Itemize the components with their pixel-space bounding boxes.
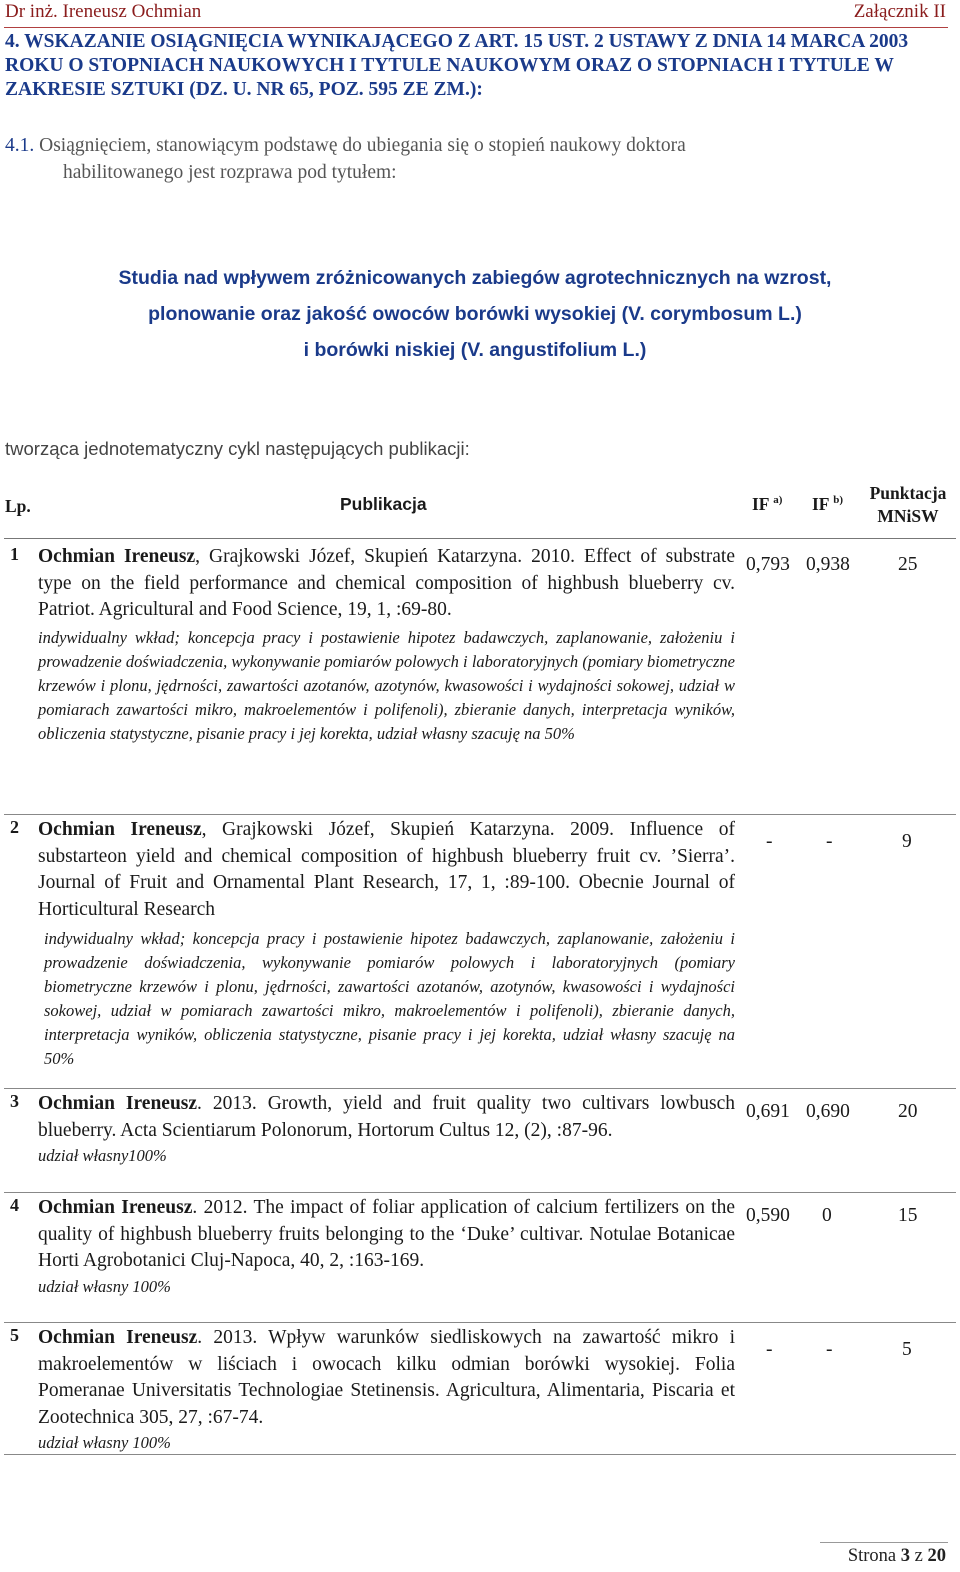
- row-if-a: -: [766, 1339, 773, 1360]
- row-citation: , Grajkowski Józef, Skupień Katarzyna. 2009. Influence of substarteon yield and chemical composition of highbush blueberry fruit cv. ’Sierra’. Journal of Fruit and Ornamental Plant Research, 17, 1, :89-100. Obecnie Journal of Horticultural Research: [38, 819, 736, 920]
- thesis-title: [30, 260, 920, 368]
- row-citation: . 2013. Growth, yield and fruit quality two cultivars lowbusch blueberry. Acta Scientiarum Polonorum, Hortorum Cultus 12, (2), :87-96.: [38, 1093, 735, 1141]
- section-title: 4. WSKAZANIE OSIĄGNIĘCIA WYNIKAJĄCEGO Z ART. 15 UST. 2 USTAWY Z DNIA 14 MARCA 2003 ROKU O STOPNIACH NAUKOWYCH I TYTULE NAUKOWYM ORAZ O STOPNIACH I TYTULE W ZAKRESIE SZTUKI (DZ. U. NR 65, POZ. 595 ZE ZM.):: [5, 31, 909, 100]
- row-contribution: [38, 1275, 735, 1299]
- row-lp: 2: [10, 817, 19, 837]
- page-total: 20: [927, 1546, 946, 1566]
- row-if-b: -: [826, 831, 833, 852]
- intro-line-2: habilitowanego jest rozprawa pod tytułem:: [63, 162, 397, 183]
- header-attachment: Załącznik II: [853, 1, 946, 22]
- row-citation: . 2013. Wpływ warunków siedliskowych na zawartość mikro i makroelementów w liściach i owocach kilku odmian borówki wysokiej. Folia Pomeranae Universitatis Technologiae Stetinensis. Agricultura, Alimentaria, Piscaria et Zootechnica 305, 27, :67-74.: [38, 1327, 736, 1428]
- row-if-a: 0,691: [746, 1101, 790, 1122]
- row-points: 5: [902, 1339, 912, 1360]
- header-points-line-1: Punktacja: [869, 483, 947, 503]
- header-if-b: [812, 494, 843, 515]
- row-if-b: 0,690: [806, 1101, 850, 1122]
- header-points: [858, 482, 958, 528]
- row-citation: , Grajkowski Józef, Skupień Katarzyna. 2010. Effect of substrate type on the field performance and chemical composition of highbush blueberry cv. Patriot. Agricultural and Food Science, 19, 1, :69-80.: [38, 546, 735, 620]
- row-if-b: 0: [822, 1205, 832, 1226]
- row-main-author: Ochmian Ireneusz: [38, 819, 202, 840]
- header-if-a: [752, 494, 782, 515]
- page-current: 3: [900, 1546, 911, 1566]
- header-if-a-sup: a): [773, 494, 783, 507]
- header-lp: Lp.: [5, 496, 31, 516]
- row-contribution: [38, 927, 735, 1071]
- row-points: 25: [898, 554, 918, 575]
- row-divider: [4, 1192, 956, 1193]
- row-citation: . 2012. The impact of foliar application of calcium fertilizers on the quality of highbush blueberry fruits belonging to the ‘Duke’ cultivar. Notulae Botanicae Horti Agrobotanici Cluj-Napoca, 40, 2, :163-169.: [38, 1197, 736, 1271]
- thesis-title-line-3: i borówki niskiej (V. angustifolium L.): [303, 339, 647, 361]
- row-publication: [38, 544, 735, 746]
- row-divider: [4, 1088, 956, 1089]
- header-author: Dr inż. Ireneusz Ochmian: [5, 1, 202, 22]
- header-points-line-2: MNiSW: [877, 506, 939, 526]
- row-contribution-text: indywidualny wkład; koncepcja pracy i postawienie hipotez badawczych, zaplanowanie, założeniu i prowadzenie doświadczenia, wykonywanie pomiarów polowych i laboratoryjnych (pomiary biometryczne krzewów i plonu, jędrności, zawartości azotanów, azotynów, kwasowości i wydajności sokowej, udział w pomiarach zawartości mikro, makroelementów i polifenoli), zbieranie danych, interpretacja wyników, obliczenia statystyczne, pisanie pracy i jej korekta, udział własny szacuję na 50%: [38, 627, 735, 743]
- row-lp: 3: [10, 1091, 19, 1111]
- row-if-a: 0,590: [746, 1205, 790, 1226]
- row-divider: [4, 814, 956, 815]
- row-publication: [38, 1325, 735, 1455]
- row-contribution-text: udział własny 100%: [38, 1276, 171, 1296]
- row-contribution-text: udział własny100%: [38, 1146, 167, 1165]
- cycle-text: tworząca jednotematyczny cykl następujących publikacji:: [5, 438, 470, 459]
- row-main-author: Ochmian Ireneusz: [38, 1327, 198, 1348]
- row-contribution-text: udział własny 100%: [38, 1433, 171, 1452]
- table-header-divider: [4, 538, 956, 539]
- header-if-a-text: IF: [752, 494, 769, 514]
- row-if-b: -: [826, 1339, 833, 1360]
- row-points: 20: [898, 1101, 918, 1122]
- page-label: Strona: [847, 1546, 897, 1566]
- row-contribution: [38, 626, 735, 746]
- header-if-b-sup: b): [833, 494, 844, 507]
- header-divider: [4, 27, 948, 28]
- row-main-author: Ochmian Ireneusz: [38, 546, 196, 567]
- header-publication: Publikacja: [340, 494, 427, 514]
- thesis-title-line-1: Studia nad wpływem zróżnicowanych zabiegów agrotechnicznych na wzrost,: [118, 267, 832, 289]
- row-publication: [38, 1195, 735, 1299]
- thesis-title-line-2: plonowanie oraz jakość owoców borówki wysokiej (V. corymbosum L.): [148, 303, 802, 325]
- intro-paragraph: [5, 132, 945, 186]
- header-if-b-text: IF: [812, 494, 829, 514]
- row-divider: [4, 1322, 956, 1323]
- row-publication: [38, 817, 735, 1071]
- row-contribution: [38, 1144, 735, 1168]
- row-publication: [38, 1091, 735, 1168]
- intro-number: 4.1.: [5, 135, 35, 156]
- row-if-b: 0,938: [806, 554, 850, 575]
- page-number: [848, 1546, 946, 1567]
- footer-divider: [820, 1542, 948, 1543]
- page-of: z: [914, 1546, 923, 1566]
- intro-line-1: Osiągnięciem, stanowiącym podstawę do ubiegania się o stopień naukowy doktora: [39, 135, 686, 156]
- row-lp: 5: [10, 1325, 19, 1345]
- row-contribution-text: indywidualny wkład; koncepcja pracy i postawienie hipotez badawczych, zaplanowanie, założeniu i prowadzenie doświadczenia, wykonywanie pomiarów polowych i laboratoryjnych (pomiary biometryczne krzewów i plonu, jędrności, zawartości azotanów, azotynów, kwasowości i wydajności sokowej, udział w pomiarach zawartości mikro, makroelementów i polifenoli), zbieranie danych, interpretacja wyników, obliczenia statystyczne, pisanie pracy i jej korekta, udział własny szacuję na 50%: [44, 929, 735, 1068]
- row-contribution: [38, 1431, 735, 1455]
- row-if-a: -: [766, 831, 773, 852]
- row-if-a: 0,793: [746, 554, 790, 575]
- table-header: [0, 482, 960, 532]
- row-lp: 1: [10, 544, 19, 564]
- row-main-author: Ochmian Ireneusz: [38, 1093, 198, 1114]
- row-main-author: Ochmian Ireneusz: [38, 1197, 193, 1218]
- row-points: 15: [898, 1205, 918, 1226]
- row-points: 9: [902, 831, 912, 852]
- row-lp: 4: [10, 1195, 19, 1215]
- row-divider: [4, 1454, 956, 1455]
